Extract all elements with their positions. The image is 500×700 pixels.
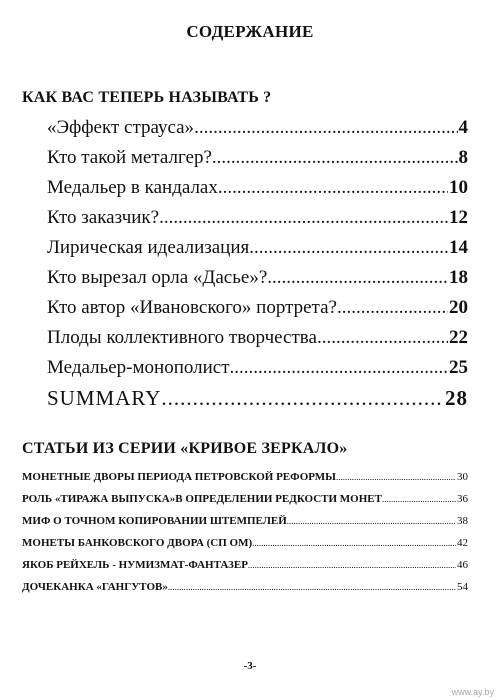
dot-leader [168,576,456,598]
toc-entry-label: Кто заказчик? [47,207,160,228]
toc-entry-label: «Эффект страуса» [47,117,195,138]
toc-entry [22,554,468,576]
dot-leader [218,173,448,203]
toc-entry-label: ЯКОБ РЕЙХЕЛЬ - НУМИЗМАТ-ФАНТАЗЕР [22,559,248,571]
toc-entry-page: 36 [457,493,468,505]
toc-entry-page: 38 [457,515,468,527]
toc-entry-page: 18 [449,267,468,288]
toc-entry-page: 12 [449,207,468,228]
toc-entry-page: 22 [449,327,468,348]
toc-entry-label: Кто такой металгер? [47,147,212,168]
toc-entry [22,532,468,554]
toc-entry-page: 54 [457,581,468,593]
toc-entry-label: Кто вырезал орла «Дасье»? [47,267,268,288]
toc-entry [47,263,468,293]
toc-entry [47,353,468,383]
toc-entry-label: Медальер-монополист [47,357,230,378]
watermark: www.ay.by [451,687,494,697]
dot-leader [337,293,448,323]
dot-leader [161,383,444,413]
toc-entry [22,576,468,598]
toc-entry-summary [47,383,468,413]
toc-entry-page: 10 [449,177,468,198]
toc-entry [47,203,468,233]
dot-leader [382,488,456,510]
toc-list-1 [47,113,468,413]
toc-entry-page: 14 [449,237,468,258]
page-title: СОДЕРЖАНИЕ [186,22,314,41]
toc-entry [47,113,468,143]
dot-leader [267,263,448,293]
toc-entry [47,323,468,353]
section-heading-1: КАК ВАС ТЕПЕРЬ НАЗЫВАТЬ ? [22,89,272,106]
dot-leader [248,554,456,576]
dot-leader [212,143,458,173]
dot-leader [230,353,449,383]
dot-leader [287,510,456,532]
toc-entry-label: МИФ О ТОЧНОМ КОПИРОВАНИИ ШТЕМПЕЛЕЙ [22,515,287,527]
dot-leader [249,233,448,263]
toc-entry-page: 20 [449,297,468,318]
toc-entry-label: Лирическая идеализация [47,237,250,258]
section-heading-2: СТАТЬИ ИЗ СЕРИИ «КРИВОЕ ЗЕРКАЛО» [22,440,348,457]
toc-entry-label: Медальер в кандалах [47,177,218,198]
toc-entry [47,173,468,203]
toc-entry-page: 28 [445,386,468,410]
toc-entry-label: Кто автор «Ивановского» портрета? [47,297,337,318]
toc-entry-label: SUMMARY [47,386,162,410]
toc-entry [22,510,468,532]
toc-entry [22,488,468,510]
toc-entry-label: МОНЕТНЫЕ ДВОРЫ ПЕРИОДА ПЕТРОВСКОЙ РЕФОРМЫ [22,471,336,483]
toc-entry [47,233,468,263]
page-number-footer: -3- [243,660,257,672]
toc-entry-page: 8 [458,147,468,168]
toc-list-2 [22,466,468,598]
dot-leader [336,466,456,488]
toc-entry [47,293,468,323]
dot-leader [317,323,448,353]
toc-entry [47,143,468,173]
toc-entry-label: МОНЕТЫ БАНКОВСКОГО ДВОРА (СП ОМ) [22,537,253,549]
toc-entry-page: 30 [457,471,468,483]
dot-leader [159,203,448,233]
toc-entry-label: РОЛЬ «ТИРАЖА ВЫПУСКА»В ОПРЕДЕЛЕНИИ РЕДКОСТИ МОНЕТ [22,493,382,505]
toc-entry-label: ДОЧЕКАНКА «ГАНГУТОВ» [22,581,168,593]
toc-entry-label: Плоды коллективного творчества [47,327,317,348]
toc-entry-page: 25 [449,357,468,378]
toc-entry-page: 42 [457,537,468,549]
toc-entry [22,466,468,488]
toc-entry-page: 46 [457,559,468,571]
dot-leader [252,532,456,554]
toc-entry-page: 4 [458,117,468,138]
dot-leader [194,113,457,143]
